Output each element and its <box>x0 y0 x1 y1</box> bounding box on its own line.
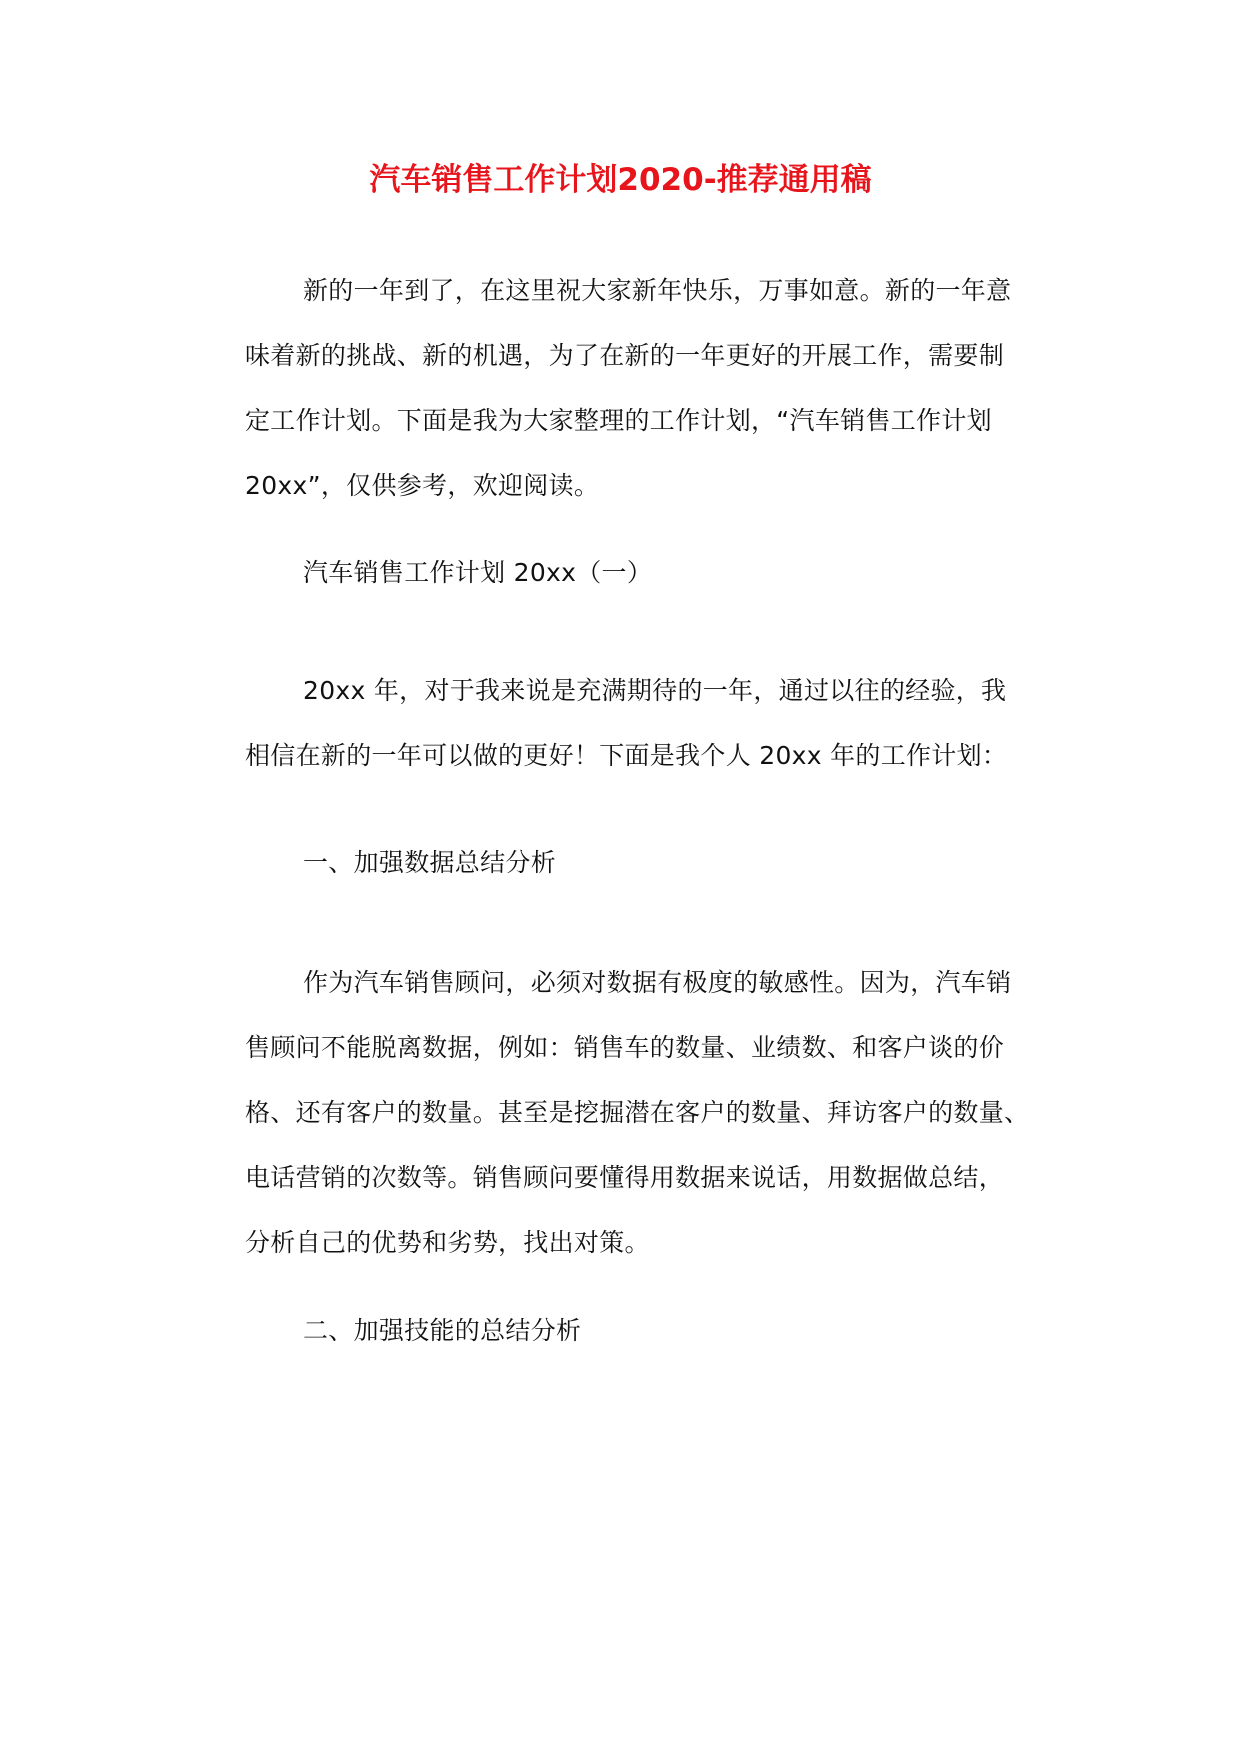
text-line: 定工作计划。下面是我为大家整理的工作计划，“汽车销售工作计划 <box>245 406 992 435</box>
text-line: 分析自己的优势和劣势，找出对策。 <box>245 1228 650 1257</box>
text-line: 电话营销的次数等。销售顾问要懂得用数据来说话，用数据做总结， <box>245 1163 1005 1192</box>
text-line: 格、还有客户的数量。甚至是挖掘潜在客户的数量、拜访客户的数量、 <box>245 1098 1030 1127</box>
text-line: 味着新的挑战、新的机遇，为了在新的一年更好的开展工作，需要制 <box>245 341 1005 370</box>
text-line: 20xx”，仅供参考，欢迎阅读。 <box>245 471 600 500</box>
text-line: 新的一年到了，在这里祝大家新年快乐，万事如意。新的一年意 <box>303 276 1012 305</box>
document-title: 汽车销售工作计划2020-推荐通用稿 <box>369 162 872 198</box>
text-line: 汽车销售工作计划 20xx（一） <box>303 558 653 587</box>
subheading <box>187 1298 1087 1363</box>
text-line: 二、加强技能的总结分析 <box>303 1316 582 1345</box>
text-line: 20xx 年，对于我来说是充满期待的一年，通过以往的经验，我 <box>303 676 1007 705</box>
subheading <box>187 830 1087 895</box>
body-paragraph <box>187 950 1087 1275</box>
text-line: 售顾问不能脱离数据，例如：销售车的数量、业绩数、和客户谈的价 <box>245 1033 1005 1062</box>
intro-paragraph <box>187 258 1087 518</box>
text-line: 相信在新的一年可以做的更好！下面是我个人 20xx 年的工作计划： <box>245 741 1008 770</box>
body-paragraph <box>187 658 1087 788</box>
text-line: 一、加强数据总结分析 <box>303 848 557 877</box>
section-heading <box>187 540 1087 605</box>
text-line: 作为汽车销售顾问，必须对数据有极度的敏感性。因为，汽车销 <box>303 968 1012 997</box>
